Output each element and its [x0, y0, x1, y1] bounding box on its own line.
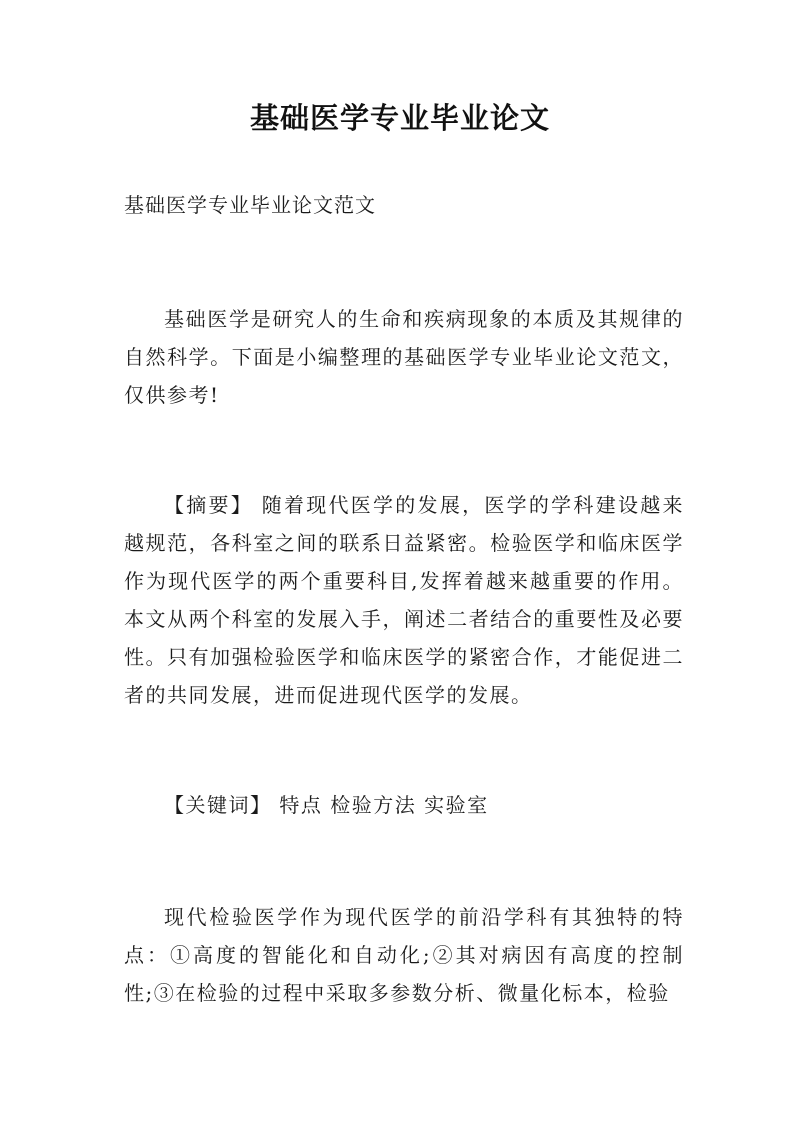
- document-subtitle: 基础医学专业毕业论文范文: [124, 193, 376, 217]
- keywords-paragraph: 【关键词】 特点 检验方法 实验室: [164, 793, 489, 817]
- document-title: 基础医学专业毕业论文: [249, 101, 550, 135]
- abstract-paragraph: 【摘要】 随着现代医学的发展，医学的学科建设越来越规范，各科室之间的联系日益紧密。检验医学和临床医学作为现代医学的两个重要科目,发挥着越来越重要的作用。本文从两个科室的发展入手，阐述二者结合的重要性及必要性。只有加强检验医学和临床医学的紧密合作，才能促进二者的共同发展，进而促进现代医学的发展。: [124, 493, 684, 707]
- body-paragraph: 现代检验医学作为现代医学的前沿学科有其独特的特点：①高度的智能化和自动化;②其对病因有高度的控制性;③在检验的过程中采取多参数分析、微量化标本，检验: [124, 905, 684, 1005]
- intro-paragraph: 基础医学是研究人的生命和疾病现象的本质及其规律的自然科学。下面是小编整理的基础医学专业毕业论文范文，仅供参考!: [124, 307, 684, 407]
